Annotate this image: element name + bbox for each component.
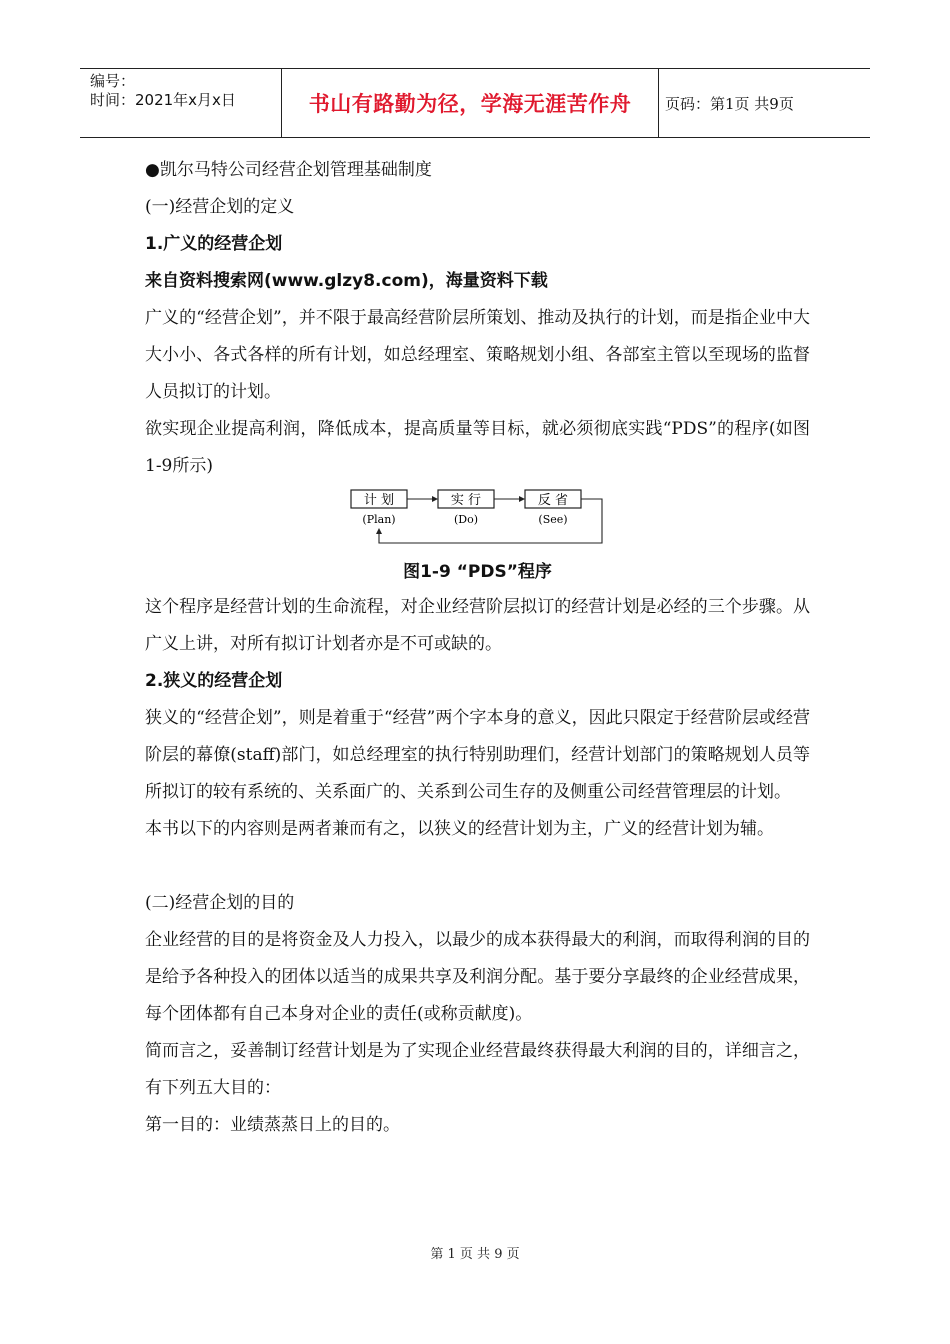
arrowhead-do-to-see xyxy=(519,496,525,502)
paragraph-broad-definition: 广义的“经营企划”，并不限于最高经营阶层所策划、推动及执行的计划，而是指企业中大大小小、各式各样的所有计划，如总经理室、策略规划小组、各部室主管以至现场的监督人员拟订的计划。 xyxy=(145,308,810,402)
see-sublabel: (See) xyxy=(538,513,568,526)
blank-line xyxy=(145,848,810,885)
feedback-arrowhead xyxy=(376,528,382,534)
page-footer: 第 1 页 共 9 页 xyxy=(430,1247,520,1262)
figure-caption: 图1-9 “PDS”程序 xyxy=(403,562,552,582)
header-motto: 书山有路勤为径，学海无涯苦作舟 xyxy=(308,92,632,116)
section-heading-purpose: (二)经营企划的目的 xyxy=(145,893,295,913)
header-page-cell xyxy=(659,69,870,137)
paragraph-purpose: 企业经营的目的是将资金及人力投入，以最少的成本获得最大的利润，而取得利润的目的是给予各种投入的团体以适当的成果共享及利润分配。基于要分享最终的企业经营成果，每个团体都有自己本身对企业的责任(或称贡献度)。 xyxy=(145,930,810,1024)
paragraph-narrow-definition: 狭义的“经营企划”，则是着重于“经营”两个字本身的意义，因此只限定于经营阶层或经营阶层的幕僚(staff)部门，如总经理室的执行特别助理们，经营计划部门的策略规划人员等所拟订的较有系统的、关系面广的、关系到公司生存的及侧重公司经营管理层的计划。 xyxy=(145,708,810,802)
subheading-narrow: 2.狭义的经营企划 xyxy=(145,671,283,691)
header-motto-cell xyxy=(282,69,659,137)
plan-label: 计 划 xyxy=(363,493,395,508)
pds-figure xyxy=(145,485,810,555)
document-title: ●凯尔马特公司经营企划管理基础制度 xyxy=(145,160,432,180)
do-label: 实 行 xyxy=(450,493,482,508)
pds-diagram xyxy=(350,487,610,553)
paragraph-pds-intro: 欲实现企业提高利润，降低成本，提高质量等目标，就必须彻底实践“PDS”的程序(如图1-9所示) xyxy=(145,419,810,476)
paragraph-pds-lifecycle: 这个程序是经营计划的生命流程，对企业经营阶层拟订的经营计划是必经的三个步骤。从广义上讲，对所有拟订计划者亦是不可或缺的。 xyxy=(145,597,810,654)
paragraph-five-goals: 简而言之，妥善制订经营计划是为了实现企业经营最终获得最大利润的目的，详细言之，有下列五大目的： xyxy=(145,1041,810,1098)
document-date-label: 时间：2021年x月x日 xyxy=(90,91,236,109)
source-line: 来自资料搜索网(www.glzy8.com)，海量资料下载 xyxy=(145,271,548,291)
document-number-label: 编号： xyxy=(90,72,136,90)
header-page-label: 页码：第1页 共9页 xyxy=(665,94,794,113)
do-sublabel: (Do) xyxy=(453,513,479,526)
feedback-loop-line xyxy=(379,499,602,543)
header-meta-cell xyxy=(80,69,282,137)
plan-sublabel: (Plan) xyxy=(362,513,396,526)
header-table xyxy=(80,68,870,138)
arrowhead-plan-to-do xyxy=(432,496,438,502)
paragraph-scope: 本书以下的内容则是两者兼而有之，以狭义的经营计划为主，广义的经营计划为辅。 xyxy=(145,819,774,839)
paragraph-first-goal: 第一目的：业绩蒸蒸日上的目的。 xyxy=(145,1115,400,1135)
document-body xyxy=(145,152,810,1144)
section-heading-definition: (一)经营企划的定义 xyxy=(145,197,295,217)
subheading-broad: 1.广义的经营企划 xyxy=(145,234,283,254)
see-label: 反 省 xyxy=(537,493,569,508)
